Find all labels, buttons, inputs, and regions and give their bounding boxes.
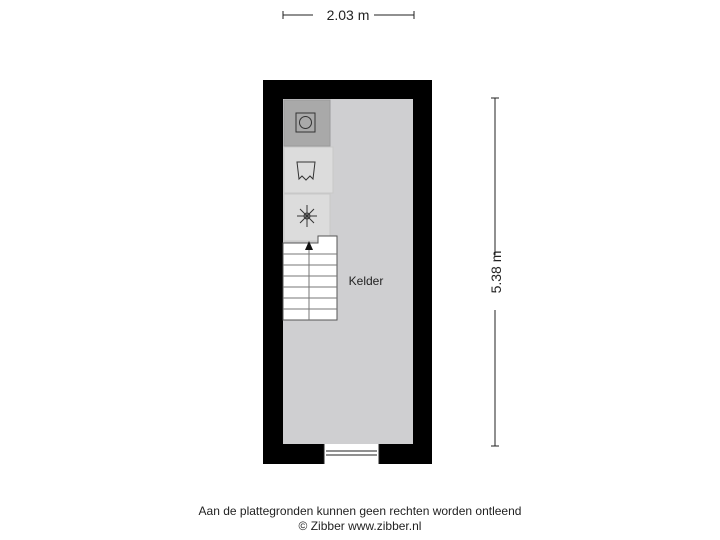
height-dimension xyxy=(488,98,504,446)
washing-machine xyxy=(284,100,330,146)
stairs xyxy=(283,236,337,320)
dryer xyxy=(284,147,333,193)
width-dimension-label: 2.03 m xyxy=(326,7,370,23)
height-dimension-label: 5.38 m xyxy=(488,250,504,294)
central-heating-unit xyxy=(284,194,330,241)
room-label: Kelder xyxy=(348,274,384,288)
door-opening xyxy=(324,444,379,464)
width-dimension xyxy=(283,7,414,23)
footer-disclaimer: Aan de plattegronden kunnen geen rechten worden ontleend xyxy=(198,504,522,518)
footer-copyright: © Zibber www.zibber.nl xyxy=(298,519,422,533)
